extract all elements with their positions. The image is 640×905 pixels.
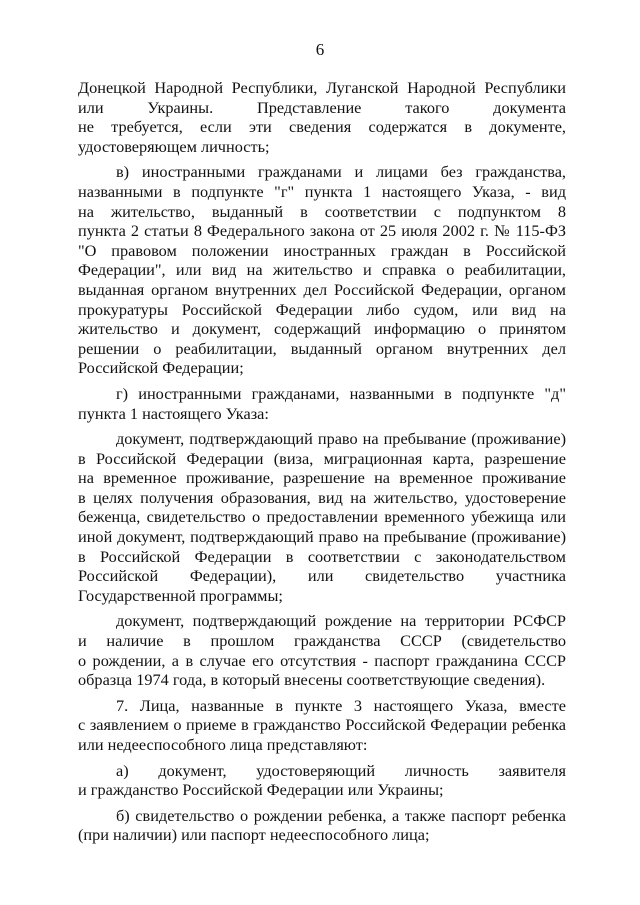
text-line: о рождении, а в случае его отсутствия - паспорт гражданина СССР: [78, 650, 566, 670]
text-line: беженца, свидетельство о предоставлении временного убежища или: [78, 507, 566, 527]
text-line: иной документ, подтверждающий право на пребывание (проживание): [78, 527, 566, 547]
text-line: "О правовом положении иностранных граждан в Российской: [78, 240, 566, 260]
text-line: Российской Федерации;: [78, 358, 244, 378]
text-line: (при наличии) или паспорт недееспособного лица;: [78, 825, 430, 845]
document-body: [78, 78, 566, 845]
text-line: названными в подпункте "г" пункта 1 настоящего Указа, - вид: [78, 181, 566, 201]
text-line: удостоверяющем личность;: [78, 136, 270, 156]
text-line: Донецкой Народной Республики, Луганской Народной Республики: [78, 78, 566, 97]
text-line: Федерации", или вид на жительство и справка о реабилитации,: [78, 260, 566, 280]
text-line: в Российской Федерации (виза, миграционная карта, разрешение: [78, 448, 566, 468]
text-line: решении о реабилитации, выданный органом внутренних дел: [78, 338, 566, 358]
text-line: пункта 2 статьи 8 Федерального закона от 25 июля 2002 г. № 115-ФЗ: [78, 221, 566, 241]
text-line: документ, подтверждающий рождение на территории РСФСР: [116, 611, 566, 631]
text-line: б) свидетельство о рождении ребенка, а также паспорт ребенка: [116, 805, 566, 825]
text-line: в) иностранными гражданами и лицами без гражданства,: [116, 162, 566, 182]
text-line: образца 1974 года, в который внесены соответствующие сведения).: [78, 670, 546, 690]
text-line: и наличие в прошлом гражданства СССР (свидетельство: [78, 631, 566, 651]
text-line: 7. Лица, названные в пункте 3 настоящего Указа, вместе: [116, 695, 566, 715]
text-line: жительство и документ, содержащий информацию о принятом: [78, 319, 566, 339]
text-line: а) документ, удостоверяющий личность заявителя: [116, 760, 566, 780]
text-line: и гражданство Российской Федерации или Украины;: [78, 780, 444, 800]
page-number: 6: [315, 40, 325, 59]
text-line: прокуратуры Российской Федерации либо судом, или вид на: [78, 299, 566, 319]
text-line: выданная органом внутренних дел Российской Федерации, органом: [78, 279, 566, 299]
text-line: с заявлением о приеме в гражданство Российской Федерации ребенка: [78, 715, 566, 735]
text-line: пункта 1 настоящего Указа:: [78, 403, 269, 423]
text-line: на временное проживание, разрешение на временное проживание: [78, 468, 566, 488]
text-line: Российской Федерации), или свидетельство участника: [78, 566, 566, 586]
text-line: не требуется, если эти сведения содержатся в документе,: [78, 117, 566, 137]
text-line: Государственной программы;: [78, 585, 283, 605]
text-line: или Украины. Представление такого документа: [78, 97, 566, 117]
text-line: в целях получения образования, вид на жительство, удостоверение: [78, 487, 566, 507]
text-line: или недееспособного лица представляют:: [78, 735, 368, 754]
text-line: г) иностранными гражданами, названными в подпункте "д": [116, 383, 566, 403]
text-line: документ, подтверждающий право на пребывание (проживание): [116, 429, 566, 449]
text-line: в Российской Федерации в соответствии с законодательством: [78, 546, 566, 566]
text-line: на жительство, выданный в соответствии с подпунктом 8: [78, 201, 566, 221]
